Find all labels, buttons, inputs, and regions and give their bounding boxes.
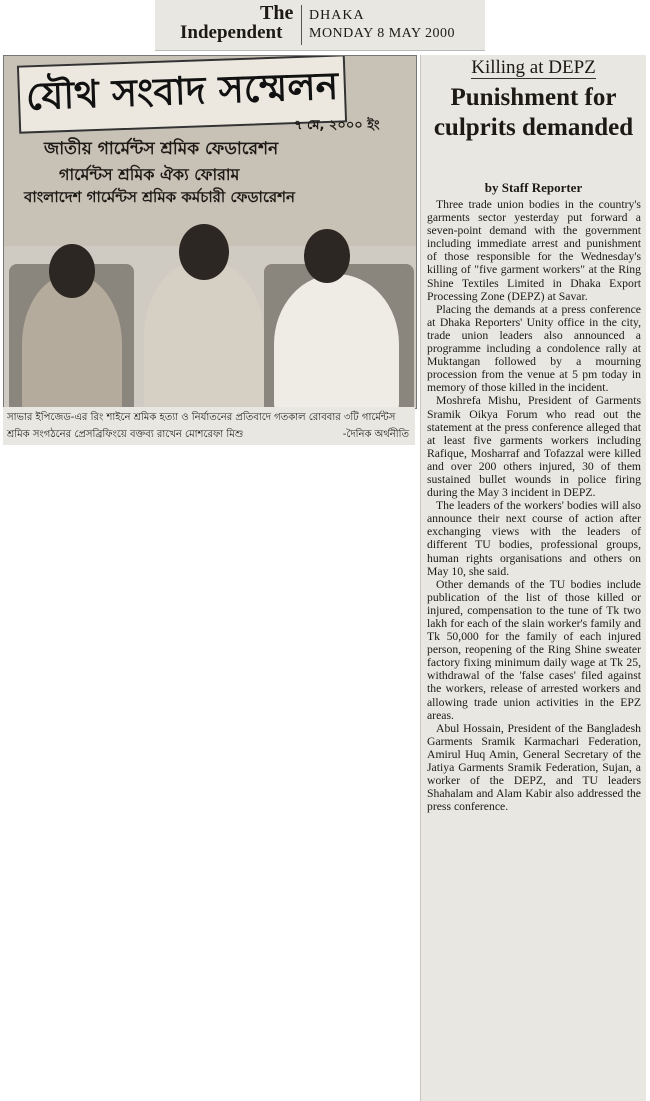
article-paragraph: Placing the demands at a press conference at Dhaka Reporters' Unity office in the city, trade union leaders also announced a programme including a condolence rally at Muktangan followed by a mourning procession from the venue at 5 pm today in memory of those killed in the incident.: [427, 302, 641, 395]
banner-org-2: গার্মেন্টস শ্রমিক ঐক্য ফোরাম: [59, 165, 240, 184]
person-left-head: [49, 244, 95, 298]
article-headline: Punishment for culprits demanded: [433, 84, 634, 141]
banner-title: যৌথ সংবাদ সম্মেলন: [17, 55, 348, 134]
masthead-divider: [301, 5, 302, 45]
article-byline: by Staff Reporter: [484, 180, 583, 195]
article-paragraph: Moshrefa Mishu, President of Garments Sramik Oikya Forum who read out the statement at the press conference alleged that at least five garments workers including Rafique, Mosharraf and Tofazzal were killed and over 200 others injured, 30 of them sustained bullet wounds in police firing during the May 3 incident in DEPZ.: [427, 394, 641, 500]
press-conference-photo: [3, 55, 417, 409]
caption-credit: -দৈনিক অর্থনীতি: [342, 429, 409, 440]
article-body: [427, 198, 641, 813]
masthead-newspaper-name: Independent: [180, 22, 283, 43]
person-center-head: [179, 224, 229, 280]
banner-org-3: বাংলাদেশ গার্মেন্টস শ্রমিক কর্মচারী ফেডারেশন: [24, 188, 295, 206]
person-right: [274, 274, 399, 409]
article-kicker: [421, 57, 646, 79]
caption-line-1: সাভার ইপিজেড-এর রিং শাইনে শ্রমিক হত্যা ও নির্যাতনের প্রতিবাদে গতকাল রোববার ৩টি গার্মেন্টস: [7, 412, 396, 423]
masthead-the: The: [260, 2, 294, 24]
banner-date: ৭ মে, ২০০০ ইং: [294, 118, 380, 133]
photo-caption: [3, 407, 415, 445]
article-paragraph: Other demands of the TU bodies include publication of the list of those killed or injured, compensation to the tune of Tk two lakh for each of the slain worker's family and Tk 50,000 for the family of each injured person, reopening of the Ring Shine sweater factory fixing minimum daily wage at Tk 25, withdrawal of the 'false cases' filed against the workers, release of arrested workers and allowing trade union activities in the EPZ areas.: [427, 577, 641, 722]
masthead-city: DHAKA: [309, 8, 365, 23]
masthead: [155, 0, 485, 51]
banner-org-1: জাতীয় গার্মেন্টস শ্রমিক ফেডারেশন: [44, 139, 279, 159]
caption-line-2: শ্রমিক সংগঠনের প্রেসব্রিফিংয়ে বক্তব্য রাখেন মোশরেফা মিশু: [7, 429, 244, 440]
article-paragraph: The leaders of the workers' bodies will also announce their next course of action after exchanging views with the leaders of different TU bodies, professional groups, human rights organisations and others on May 10, she said.: [427, 499, 641, 578]
photo-people: [4, 204, 416, 408]
masthead-date: MONDAY 8 MAY 2000: [309, 26, 456, 41]
kicker-text: Killing at DEPZ: [471, 57, 596, 78]
article-column: [420, 55, 646, 1101]
person-center: [144, 259, 264, 409]
article-paragraph: Abul Hossain, President of the Bangladesh Garments Sramik Karmachari Federation, Amirul Huq Amin, General Secretary of the Jatiya Garments Sramik Federation, Sujan, a worker of the DEPZ, and TU leaders Shahalam and Alam Kabir also addressed the press conference.: [427, 721, 641, 814]
article-paragraph: Three trade union bodies in the country's garments sector yesterday put forward a seven-point demand with the government including immediate arrest and punishment of those responsible for the Wednesday's killing of "five garment workers" at the Ring Shine Textiles Limited in Dhaka Export Processing Zone (DEPZ) at Savar.: [427, 198, 641, 303]
person-right-head: [304, 229, 350, 283]
